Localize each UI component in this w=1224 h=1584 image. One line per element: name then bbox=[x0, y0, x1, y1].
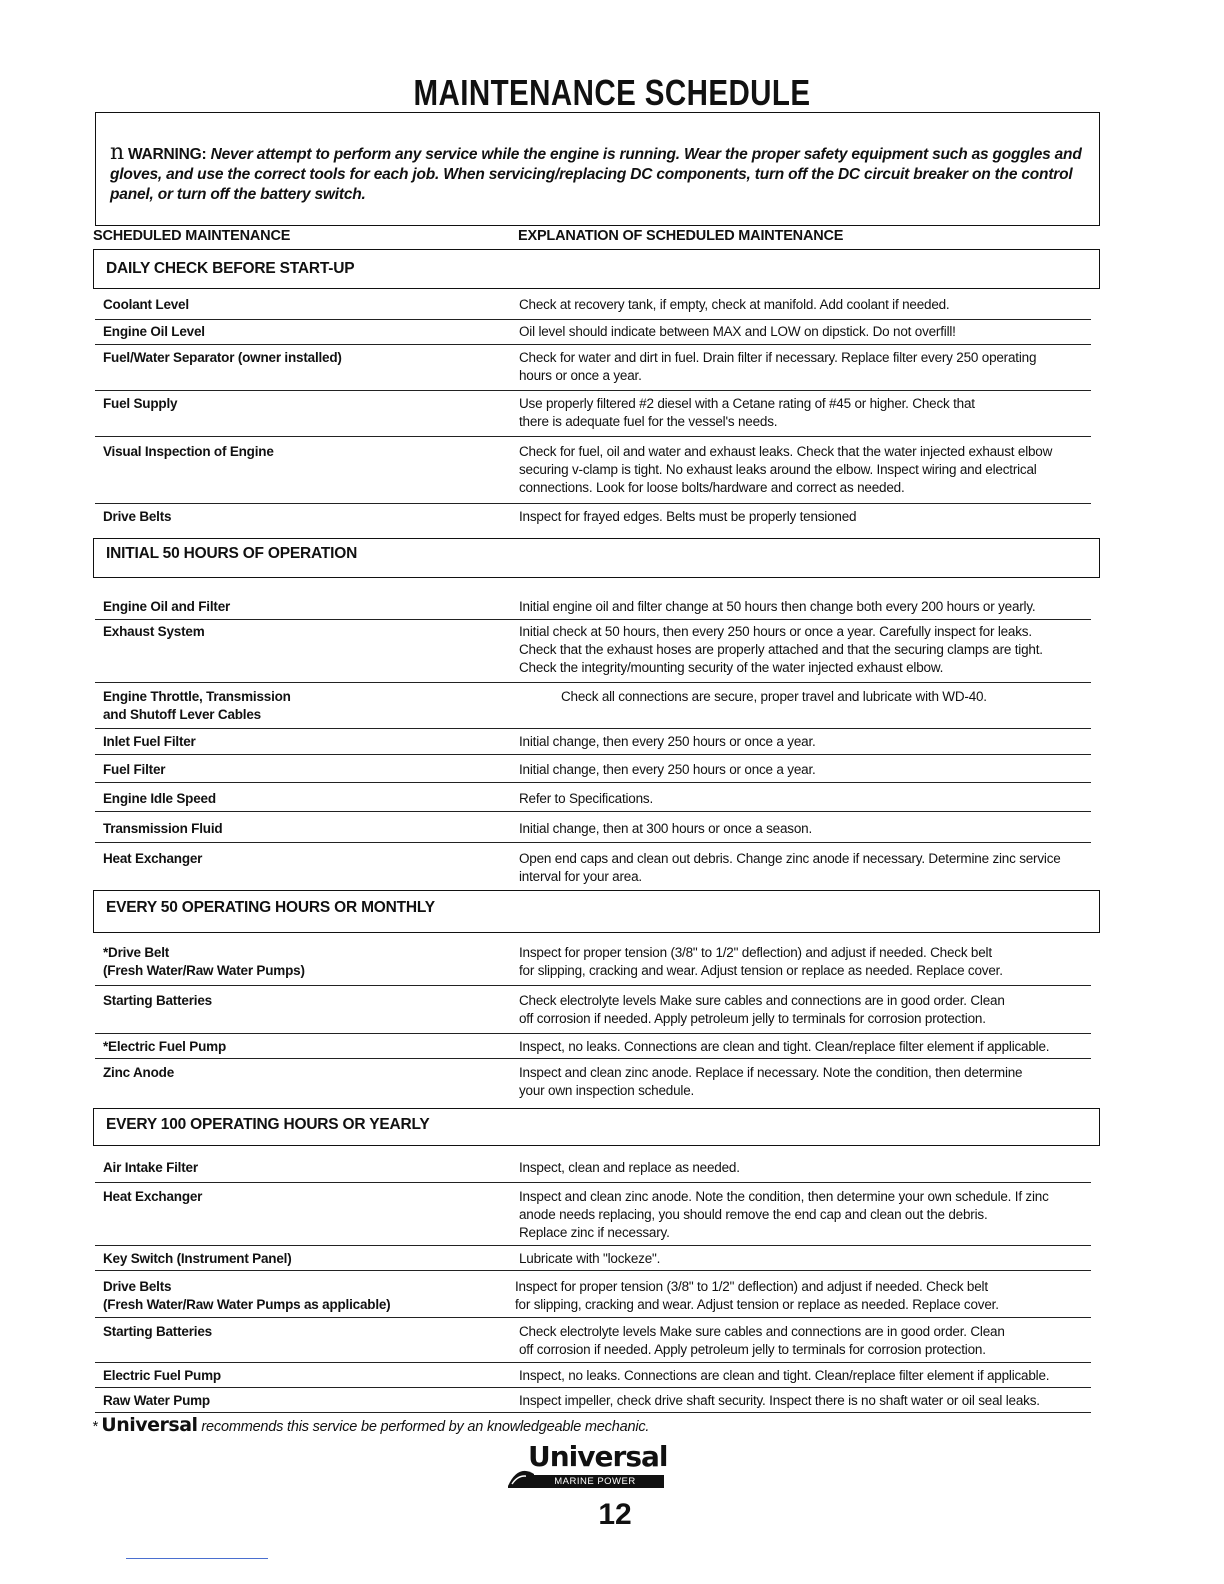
row-desc: Inspect and clean zinc anode. Note the condition, then determine your own schedule. If zinc anode needs replacing, you should remove the end cap and clean out the debris. Replace zinc if necessary. bbox=[519, 1189, 1049, 1240]
row-desc: Inspect and clean zinc anode. Replace if necessary. Note the condition, then determine your own inspection schedule. bbox=[519, 1065, 1023, 1098]
section-every-50-hours: EVERY 50 OPERATING HOURS OR MONTHLY bbox=[93, 890, 1100, 933]
footnote-brand: Universal bbox=[101, 1414, 198, 1436]
row-item: Engine Idle Speed bbox=[103, 791, 216, 806]
footnote bbox=[92, 1414, 649, 1436]
row-desc: Initial check at 50 hours, then every 250 hours or once a year. Carefully inspect for leaks. Check that the exhaust hoses are properly attached and that the securing clamps are tight. Check the integrity/mounting security of the water injected exhaust elbow. bbox=[519, 624, 1043, 675]
row-item: Transmission Fluid bbox=[103, 821, 223, 836]
row-desc: Check electrolyte levels Make sure cables and connections are in good order. Clean off corrosion if needed. Apply petroleum jelly to terminals for corrosion protection. bbox=[519, 993, 1005, 1026]
row-desc: Inspect, no leaks. Connections are clean and tight. Clean/replace filter element if applicable. bbox=[519, 1368, 1050, 1383]
section-initial-50-hours: INITIAL 50 HOURS OF OPERATION bbox=[93, 538, 1100, 578]
footnote-text: recommends this service be performed by an knowledgeable mechanic. bbox=[201, 1419, 650, 1435]
page-title: MAINTENANCE SCHEDULE bbox=[413, 72, 811, 113]
warning-text bbox=[110, 140, 1087, 205]
row-item: Visual Inspection of Engine bbox=[103, 444, 274, 459]
row-desc: Check for fuel, oil and water and exhaust leaks. Check that the water injected exhaust elbow securing v-clamp is tight. No exhaust leaks around the elbow. Inspect wiring and electrical connections. Look for loose bolts/hardware and correct as needed. bbox=[519, 444, 1053, 495]
table-row bbox=[95, 944, 1091, 986]
table-row bbox=[95, 1367, 1091, 1388]
row-item: Fuel Filter bbox=[103, 762, 166, 777]
row-item: Air Intake Filter bbox=[103, 1160, 198, 1175]
table-row bbox=[95, 1323, 1091, 1363]
row-desc: Inspect, clean and replace as needed. bbox=[519, 1160, 740, 1175]
table-row bbox=[95, 1159, 1091, 1183]
link-underline bbox=[126, 1558, 268, 1559]
row-desc: Initial change, then at 300 hours or once a season. bbox=[519, 821, 813, 836]
row-desc: Initial engine oil and filter change at 50 hours then change both every 200 hours or yearly. bbox=[519, 599, 1036, 614]
table-row bbox=[95, 790, 1091, 812]
table-row bbox=[95, 395, 1091, 437]
table-row bbox=[95, 1038, 1091, 1059]
column-header-scheduled: SCHEDULED MAINTENANCE bbox=[93, 228, 291, 244]
row-desc: Inspect for proper tension (3/8" to 1/2" deflection) and adjust if needed. Check belt for slipping, cracking and wear. Adjust tension or replace as needed. Replace cover. bbox=[519, 945, 1003, 978]
warning-body: Never attempt to perform any service while the engine is running. Wear the proper safety equipment such as goggles and gloves, and use the correct tools for each job. When servicing/replacing DC components, turn off the DC circuit breaker on the control panel, or turn off the battery switch. bbox=[110, 146, 1082, 203]
row-item: Heat Exchanger bbox=[103, 851, 203, 866]
row-desc: Open end caps and clean out debris. Change zinc anode if necessary. Determine zinc service interval for your area. bbox=[519, 851, 1061, 884]
row-item: Starting Batteries bbox=[103, 993, 212, 1008]
row-item: Coolant Level bbox=[103, 297, 189, 312]
table-row bbox=[95, 296, 1091, 320]
row-item: Drive Belts (Fresh Water/Raw Water Pumps as applicable) bbox=[103, 1279, 391, 1312]
table-row bbox=[95, 1392, 1091, 1413]
universal-logo bbox=[506, 1440, 668, 1490]
warning-label: WARNING: bbox=[127, 146, 207, 163]
row-item: Engine Oil Level bbox=[103, 324, 205, 339]
row-desc: Oil level should indicate between MAX and LOW on dipstick. Do not overfill! bbox=[519, 324, 956, 339]
row-item: Electric Fuel Pump bbox=[103, 1368, 221, 1383]
row-item: Fuel Supply bbox=[103, 396, 178, 411]
row-desc: Inspect for frayed edges. Belts must be properly tensioned bbox=[519, 509, 857, 524]
table-row bbox=[95, 688, 1091, 729]
section-daily-check: DAILY CHECK BEFORE START-UP bbox=[93, 249, 1100, 289]
page-number: 12 bbox=[598, 1498, 632, 1531]
row-desc: Check all connections are secure, proper travel and lubricate with WD-40. bbox=[561, 689, 987, 704]
table-row bbox=[95, 1188, 1091, 1246]
row-desc: Initial change, then every 250 hours or once a year. bbox=[519, 734, 816, 749]
warning-box bbox=[95, 112, 1100, 226]
table-row bbox=[95, 623, 1091, 683]
table-row bbox=[95, 323, 1091, 345]
row-item: Engine Oil and Filter bbox=[103, 599, 231, 614]
row-desc: Refer to Specifications. bbox=[519, 791, 654, 806]
row-desc: Initial change, then every 250 hours or once a year. bbox=[519, 762, 816, 777]
row-item: Starting Batteries bbox=[103, 1324, 212, 1339]
table-row bbox=[95, 850, 1091, 890]
row-desc: Inspect, no leaks. Connections are clean and tight. Clean/replace filter element if applicable. bbox=[519, 1039, 1050, 1054]
row-item: Zinc Anode bbox=[103, 1065, 174, 1080]
table-row bbox=[95, 733, 1091, 755]
row-item: *Electric Fuel Pump bbox=[103, 1039, 226, 1054]
row-item: Raw Water Pump bbox=[103, 1393, 210, 1408]
table-row bbox=[95, 1278, 1091, 1318]
table-row bbox=[95, 992, 1091, 1034]
table-row bbox=[95, 443, 1091, 504]
table-row bbox=[95, 1064, 1091, 1104]
table-row bbox=[95, 1250, 1091, 1271]
table-row bbox=[95, 820, 1091, 843]
row-desc: Check at recovery tank, if empty, check at manifold. Add coolant if needed. bbox=[519, 297, 950, 312]
row-item: Exhaust System bbox=[103, 624, 205, 639]
row-item: Inlet Fuel Filter bbox=[103, 734, 196, 749]
section-every-100-hours: EVERY 100 OPERATING HOURS OR YEARLY bbox=[93, 1108, 1100, 1146]
row-desc: Check electrolyte levels Make sure cables and connections are in good order. Clean off corrosion if needed. Apply petroleum jelly to terminals for corrosion protection. bbox=[519, 1324, 1005, 1357]
row-item: *Drive Belt (Fresh Water/Raw Water Pumps) bbox=[103, 945, 305, 978]
row-item: Drive Belts bbox=[103, 509, 172, 524]
row-desc: Inspect for proper tension (3/8" to 1/2" deflection) and adjust if needed. Check belt for slipping, cracking and wear. Adjust tension or replace as needed. Replace cover. bbox=[515, 1279, 999, 1312]
row-desc: Lubricate with "lockeze". bbox=[519, 1251, 661, 1266]
row-item: Heat Exchanger bbox=[103, 1189, 203, 1204]
logo-tagline: MARINE POWER bbox=[526, 1475, 664, 1488]
table-row bbox=[95, 508, 1091, 532]
table-row bbox=[95, 598, 1091, 620]
footnote-star: * bbox=[92, 1419, 98, 1435]
table-row bbox=[95, 761, 1091, 783]
row-desc: Inspect impeller, check drive shaft security. Inspect there is no shaft water or oil seal leaks. bbox=[519, 1393, 1040, 1408]
row-desc: Check for water and dirt in fuel. Drain filter if necessary. Replace filter every 250 operating hours or once a year. bbox=[519, 350, 1037, 383]
row-item: Fuel/Water Separator (owner installed) bbox=[103, 350, 342, 365]
row-desc: Use properly filtered #2 diesel with a Cetane rating of #45 or higher. Check that there is adequate fuel for the vessel's needs. bbox=[519, 396, 975, 429]
table-row bbox=[95, 349, 1091, 391]
column-header-explanation: EXPLANATION OF SCHEDULED MAINTENANCE bbox=[518, 228, 844, 244]
logo-word: Universal bbox=[528, 1440, 668, 1473]
row-item: Key Switch (Instrument Panel) bbox=[103, 1251, 292, 1266]
row-item: Engine Throttle, Transmission and Shutoff Lever Cables bbox=[103, 689, 291, 722]
warning-icon: n bbox=[110, 140, 124, 165]
